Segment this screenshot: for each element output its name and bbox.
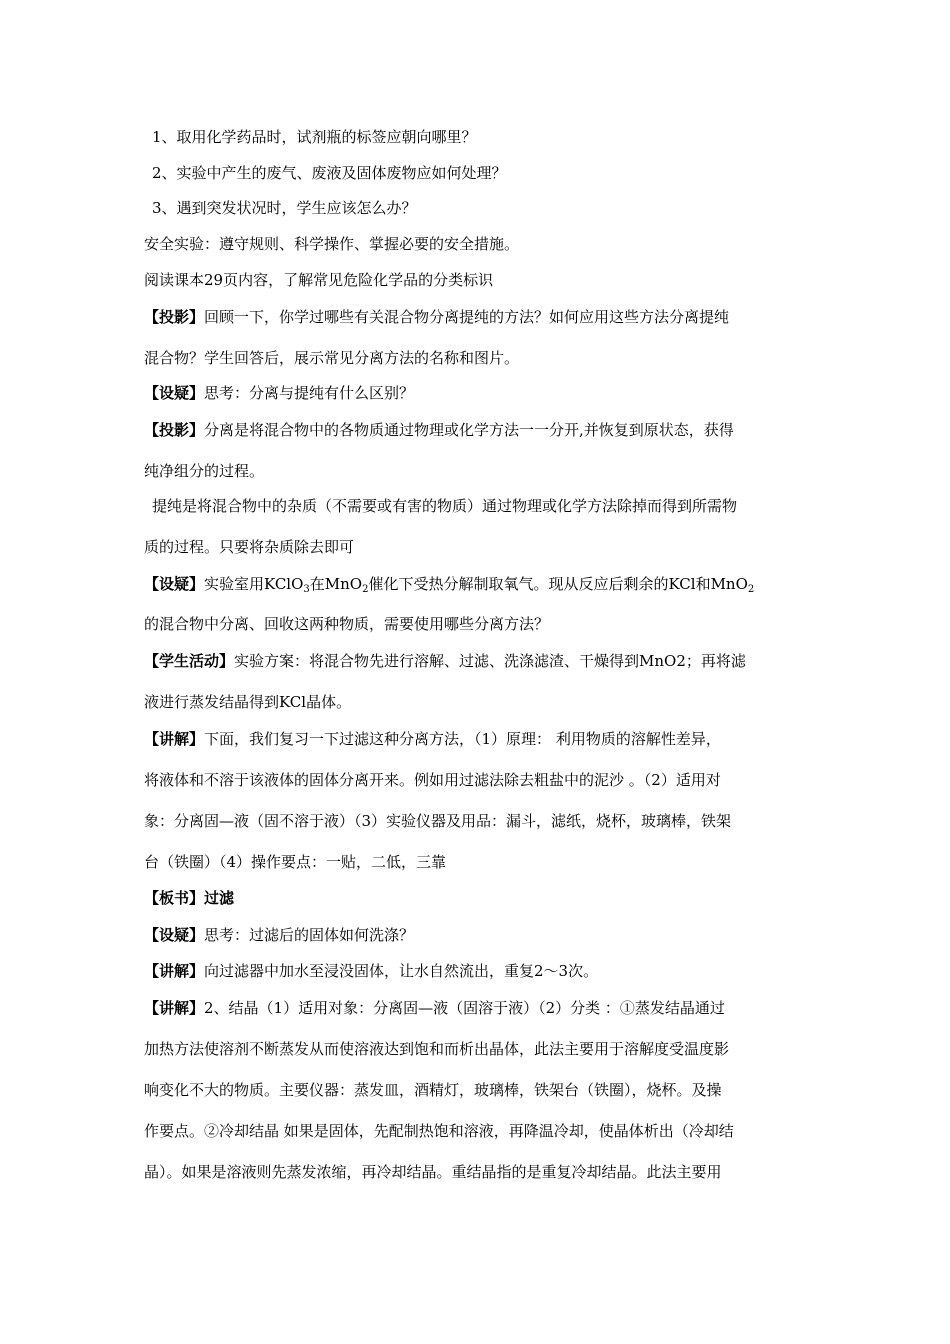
- question-para-1: 【设疑】思考：分离与提纯有什么区别？: [144, 384, 415, 402]
- activity-tag: 【学生活动】: [144, 652, 235, 670]
- board-para: 【板书】过滤: [144, 889, 235, 907]
- projection-para-2-cont: 纯净组分的过程。: [144, 462, 265, 480]
- projection-para-1: 【投影】回顾一下，你学过哪些有关混合物分离提纯的方法？如何应用这些方法分离提纯: [144, 308, 730, 326]
- question-3: 3、遇到突发状况时，学生应该怎么办？: [152, 199, 417, 217]
- question-tag: 【设疑】: [144, 384, 205, 402]
- explain-tag: 【讲解】: [144, 962, 205, 980]
- question-tag: 【设疑】: [144, 926, 205, 944]
- board-tag: 【板书】: [144, 889, 205, 907]
- projection-tag: 【投影】: [144, 308, 205, 326]
- explain-para-2: 【讲解】向过滤器中加水至浸没固体，让水自然流出，重复2～3次。: [144, 962, 599, 980]
- activity-para-cont: 液进行蒸发结晶得到KCl晶体。: [144, 693, 352, 711]
- projection-para-2: 【投影】分离是将混合物中的各物质通过物理或化学方法一一分开,并恢复到原状态，获得: [144, 421, 734, 439]
- explain-para-3-l4: 作要点。②冷却结晶 如果是固体，先配制热饱和溶液，再降温冷却，使晶体析出（冷却结: [144, 1122, 734, 1140]
- activity-para: 【学生活动】实验方案：将混合物先进行溶解、过滤、洗涤滤渣、干燥得到MnO2；再将滤: [144, 652, 746, 670]
- purification-para: 提纯是将混合物中的杂质（不需要或有害的物质）通过物理或化学方法除掉而得到所需物: [152, 497, 738, 515]
- explain-para-3-l5: 晶）。如果是溶液则先蒸发浓缩，再冷却结晶。重结晶指的是重复冷却结晶。此法主要用: [144, 1163, 722, 1181]
- question-2: 2、实验中产生的废气、废液及固体废物应如何处理？: [152, 164, 507, 182]
- projection-para-1-cont: 混合物？学生回答后，展示常见分离方法的名称和图片。: [144, 349, 520, 367]
- explain-tag: 【讲解】: [144, 730, 205, 748]
- explain-para-3: 【讲解】2、结晶（1）适用对象：分离固—液（固溶于液）（2）分类 ：①蒸发结晶通过: [144, 999, 725, 1017]
- question-1: 1、取用化学药品时，试剂瓶的标签应朝向哪里？: [152, 128, 477, 146]
- question-tag: 【设疑】: [144, 575, 205, 593]
- explain-tag: 【讲解】: [144, 999, 205, 1017]
- reading-text: 阅读课本29页内容，了解常见危险化学品的分类标识: [144, 271, 494, 289]
- projection-tag: 【投影】: [144, 421, 205, 439]
- question-para-2-cont: 的混合物中分离、回收这两种物质，需要使用哪些分离方法？: [144, 615, 550, 633]
- question-para-2: 【设疑】实验室用KClO$_3$在MnO$_2$催化下受热分解制取氧气。现从反应后剩余的KCl和MnO$_2$: [144, 575, 755, 595]
- explain-para-1-l4: 台（铁圈）（4）操作要点：一贴，二低，三靠: [144, 853, 447, 871]
- explain-para-1-l3: 象：分离固—液（固不溶于液）（3）实验仪器及用品：漏斗，滤纸，烧杯，玻璃棒，铁架: [144, 812, 732, 830]
- explain-para-3-l2: 加热方法使溶剂不断蒸发从而使溶液达到饱和而析出晶体，此法主要用于溶解度受温度影: [144, 1040, 730, 1058]
- purification-para-cont: 质的过程。只要将杂质除去即可: [144, 538, 355, 556]
- safety-text: 安全实验：遵守规则、科学操作、掌握必要的安全措施。: [144, 235, 520, 253]
- explain-para-3-l3: 响变化不大的物质。主要仪器：蒸发皿，酒精灯，玻璃棒，铁架台（铁圈），烧杯。及操: [144, 1081, 722, 1099]
- explain-para-1-l2: 将液体和不溶于该液体的固体分离开来。例如用过滤法除去粗盐中的泥沙 。（2）适用对: [144, 771, 721, 789]
- explain-para-1: 【讲解】下面，我们复习一下过滤这种分离方法，（1）原理： 利用物质的溶解性差异，: [144, 730, 721, 748]
- question-para-3: 【设疑】思考：过滤后的固体如何洗涤？: [144, 926, 415, 944]
